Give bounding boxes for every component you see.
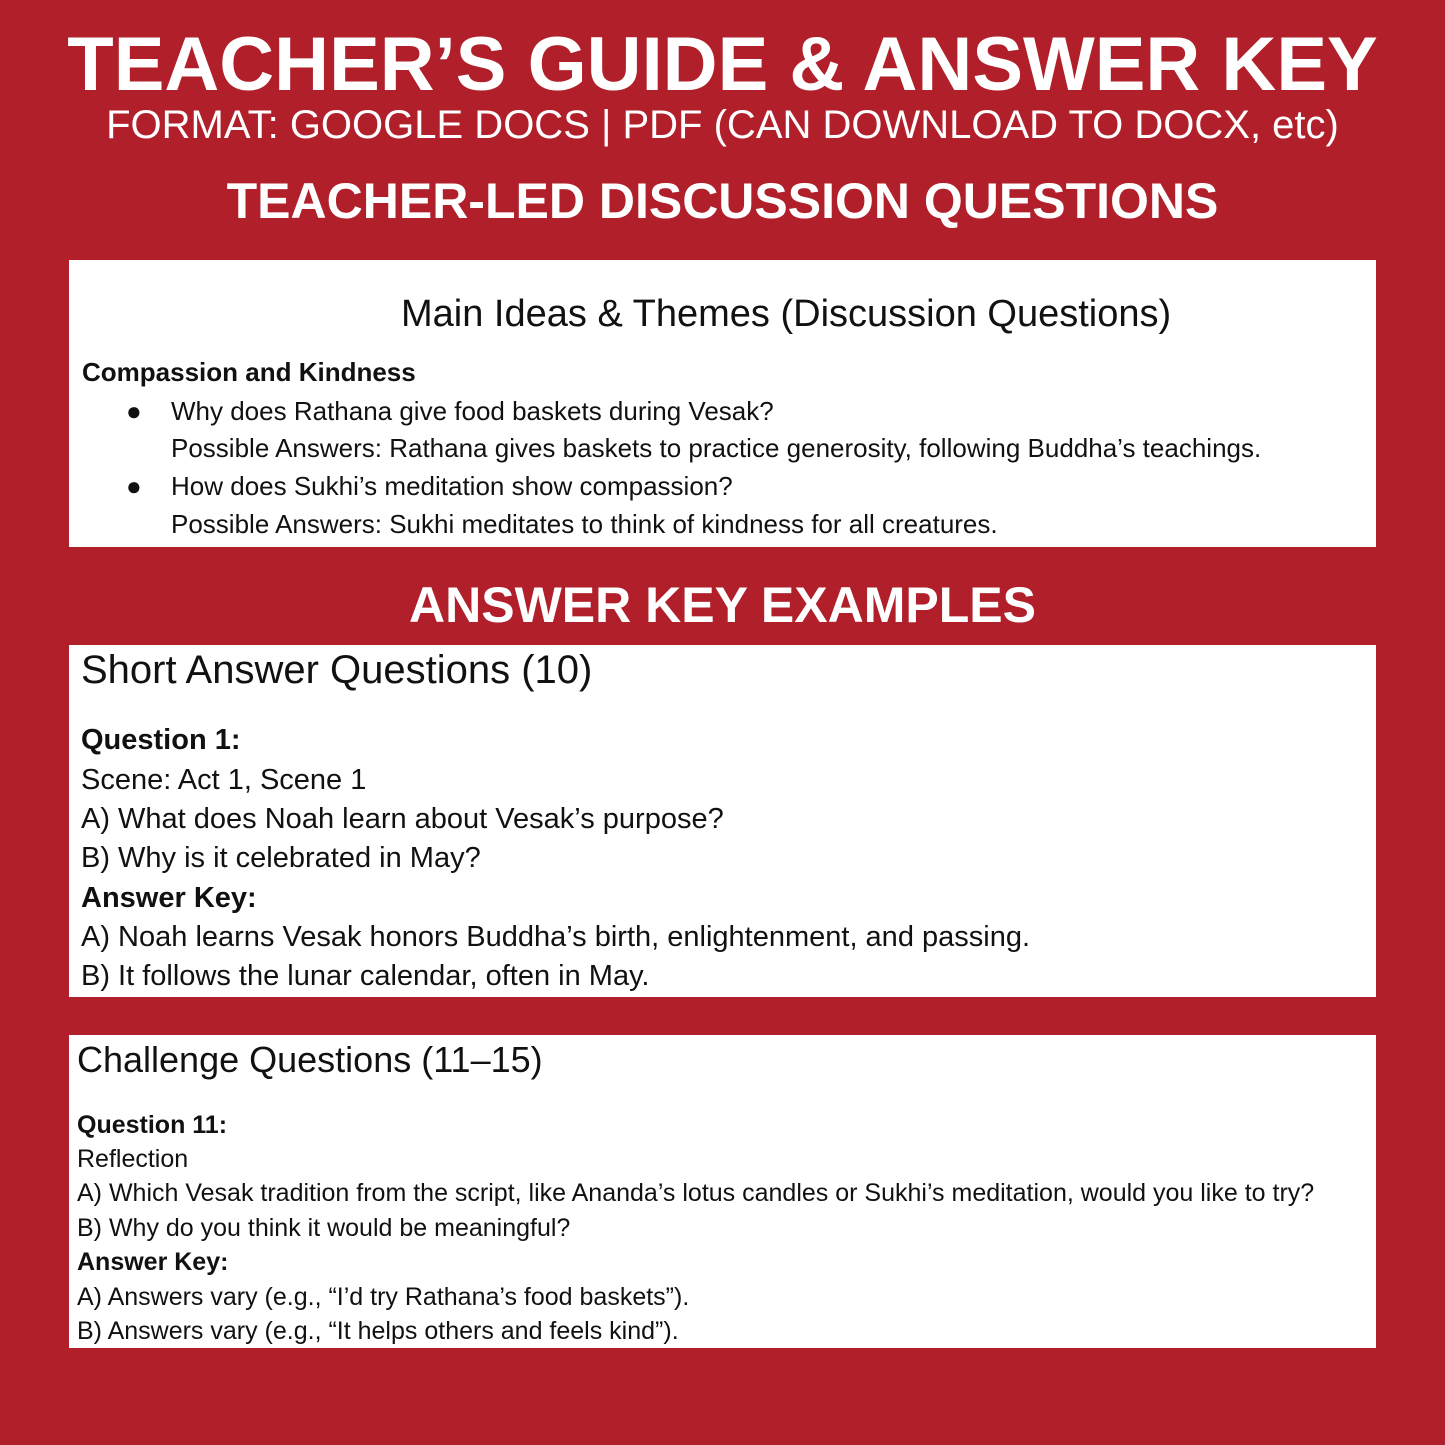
page-title: TEACHER’S GUIDE & ANSWER KEY bbox=[67, 22, 1378, 107]
question-b: B) Why do you think it would be meaningful? bbox=[77, 1214, 571, 1242]
short-answer-doc-excerpt bbox=[69, 645, 1376, 997]
subheading: Compassion and Kindness bbox=[82, 357, 416, 387]
section-heading-discussion: TEACHER-LED DISCUSSION QUESTIONS bbox=[226, 173, 1219, 229]
question: How does Sukhi’s meditation show compassion? bbox=[171, 471, 733, 501]
answer: Possible Answers: Sukhi meditates to think of kindness for all creatures. bbox=[171, 509, 998, 539]
answer: Possible Answers: Rathana gives baskets to practice generosity, following Buddha’s teachings. bbox=[171, 433, 1262, 463]
answer-key-label: Answer Key: bbox=[81, 882, 257, 914]
question-label: Question 1: bbox=[81, 724, 241, 756]
question-a: A) Which Vesak tradition from the script, like Ananda’s lotus candles or Sukhi’s meditation, would you like to try? bbox=[77, 1179, 1315, 1207]
question-label: Question 11: bbox=[77, 1111, 228, 1139]
answer-key-label: Answer Key: bbox=[77, 1248, 229, 1276]
question-a: A) What does Noah learn about Vesak’s purpose? bbox=[81, 803, 724, 835]
question: Why does Rathana give food baskets during Vesak? bbox=[171, 396, 774, 426]
doc-title: Short Answer Questions (10) bbox=[81, 648, 593, 692]
answer-b: B) Answers vary (e.g., “It helps others and feels kind”). bbox=[77, 1317, 679, 1345]
bullet-icon: ● bbox=[126, 471, 142, 501]
doc-title: Challenge Questions (11–15) bbox=[77, 1039, 543, 1080]
scene: Scene: Act 1, Scene 1 bbox=[81, 764, 367, 796]
section-heading-answer-key: ANSWER KEY EXAMPLES bbox=[409, 577, 1036, 633]
discussion-doc-excerpt bbox=[69, 260, 1376, 547]
bullet-icon: ● bbox=[126, 396, 142, 426]
answer-a: A) Noah learns Vesak honors Buddha’s birth, enlightenment, and passing. bbox=[81, 921, 1031, 953]
format-subtitle: FORMAT: GOOGLE DOCS | PDF (CAN DOWNLOAD TO DOCX, etc) bbox=[106, 103, 1339, 147]
answer-a: A) Answers vary (e.g., “I’d try Rathana’s food baskets”). bbox=[77, 1283, 690, 1311]
challenge-doc-excerpt bbox=[69, 1035, 1376, 1348]
doc-title: Main Ideas & Themes (Discussion Questions) bbox=[401, 293, 1172, 335]
question-b: B) Why is it celebrated in May? bbox=[81, 842, 481, 874]
scene: Reflection bbox=[77, 1145, 189, 1173]
answer-b: B) It follows the lunar calendar, often in May. bbox=[81, 960, 650, 992]
